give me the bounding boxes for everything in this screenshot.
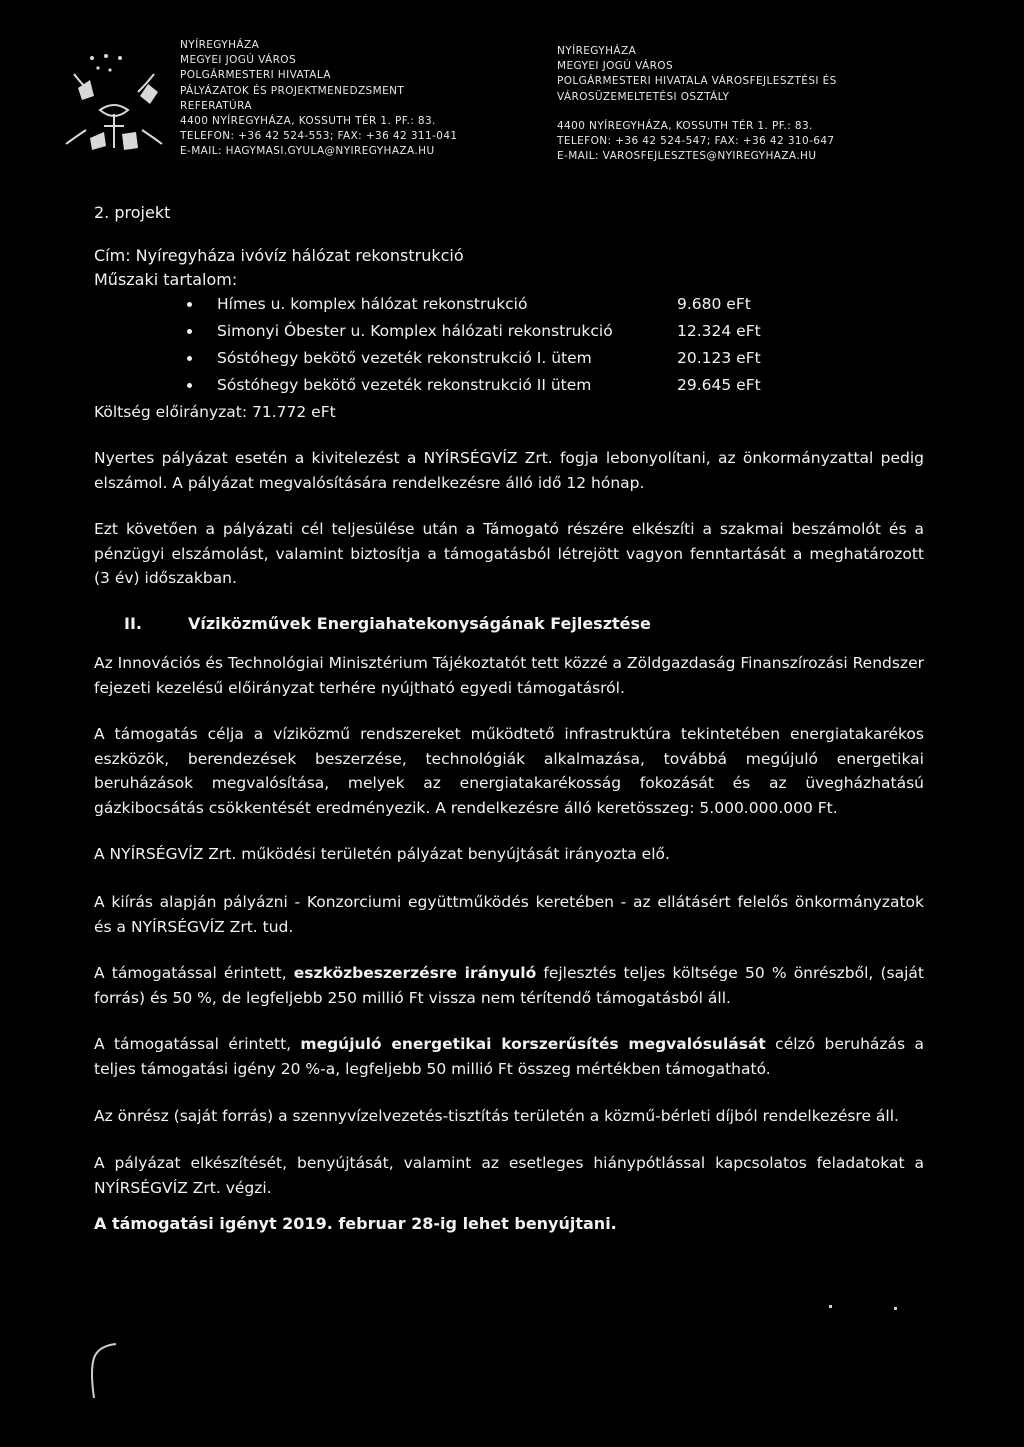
city-crest-logo [60, 52, 168, 160]
paragraph-equipment [94, 961, 924, 1010]
item-label: Simonyi Óbester u. Komplex hálózati rekonstrukció [217, 322, 613, 340]
header-right-address [557, 44, 837, 164]
budget-total: Költség előirányzat: 71.772 eFt [94, 403, 336, 421]
header-left-line: NYÍREGYHÁZA [180, 39, 260, 51]
bullet-icon [187, 383, 192, 388]
paragraph-goal: A támogatás célja a víziközmű rendszereket működtető infrastruktúra tekintetében energiatakarékos eszközök, berendezések beszerzése, technológiák alkalmazása, továbbá megújuló energetikai beruházások megvalósítása, melyek az energiatakarékosság fokozását és az üvegházhatású gázkibocsátás csökkentését eredményezik. A rendelkezésre álló keretösszeg: 5.000.000.000 Ft. [94, 725, 924, 817]
handwritten-mark [86, 1340, 122, 1400]
paragraph-own-resource: Az önrész (saját forrás) a szennyvízelvezetés-tisztítás területén a közmű-bérleti díjból rendelkezésre áll. [94, 1107, 899, 1125]
header-left-line: 4400 NYÍREGYHÁZA, KOSSUTH TÉR 1. PF.: 83. [180, 115, 436, 128]
bullet-icon [187, 302, 192, 307]
header-left-line: TELEFON: +36 42 524-553; FAX: +36 42 311-041 [180, 130, 458, 143]
text-run-bold: megújuló energetikai korszerűsítés megvalósulását [300, 1035, 766, 1053]
bullet-icon [187, 356, 192, 361]
item-label: Sóstóhegy bekötő vezeték rekonstrukció I. ütem [217, 349, 592, 367]
item-amount: 12.324 eFt [677, 322, 761, 340]
item-label: Sóstóhegy bekötő vezeték rekonstrukció II ütem [217, 376, 592, 394]
project-number: 2. projekt [94, 203, 171, 222]
paragraph-renewable [94, 1032, 924, 1081]
item-amount: 29.645 eFt [677, 376, 761, 394]
scan-speck [829, 1305, 832, 1308]
header-left-line: PÁLYÁZATOK ÉS PROJEKTMENEDZSMENT [180, 84, 405, 97]
header-left-line: E-MAIL: HAGYMASI.GYULA@NYIREGYHAZA.HU [180, 145, 435, 158]
item-amount: 9.680 eFt [677, 295, 751, 313]
header-right-line: E-MAIL: VAROSFEJLESZTES@NYIREGYHAZA.HU [557, 150, 817, 163]
header-right-line: POLGÁRMESTERI HIVATALA VÁROSFEJLESZTÉSI ÉS [557, 75, 837, 88]
text-run: A támogatással érintett, [94, 1035, 301, 1053]
paragraph-after: Ezt követően a pályázati cél teljesülése után a Támogató részére elkészíti a szakmai beszámolót és a pénzügyi elszámolást, valamint biztosítja a támogatásból létrejött vagyon fenntartását a meghatározott (3 év) időszakban. [94, 520, 924, 588]
header-left-line: MEGYEI JOGÚ VÁROS [180, 54, 297, 67]
project-title: Cím: Nyíregyháza ivóvíz hálózat rekonstrukció [94, 246, 464, 265]
text-run: célzó beruházás a teljes támogatási igény 20 %-a, legfeljebb 50 millió Ft összeg mértékben támogatható. [94, 1035, 924, 1078]
text-run: A támogatással érintett, [94, 964, 294, 982]
item-label: Hímes u. komplex hálózat rekonstrukció [217, 295, 528, 313]
header-right-line: 4400 NYÍREGYHÁZA, KOSSUTH TÉR 1. PF.: 83. [557, 119, 813, 132]
text-run-bold: eszközbeszerzésre irányuló [293, 964, 537, 982]
header-right-line: NYÍREGYHÁZA [557, 45, 637, 57]
section-title: Víziközművek Energiahatekonyságának Fejlesztése [188, 614, 651, 633]
closing-deadline: A támogatási igényt 2019. februar 28-ig lehet benyújtani. [94, 1214, 617, 1233]
header-left-address [180, 38, 458, 160]
header-left-line: REFERATÚRA [180, 99, 252, 112]
item-amount: 20.123 eFt [677, 349, 761, 367]
technical-content-label: Műszaki tartalom: [94, 270, 238, 289]
section-number: II. [124, 614, 142, 633]
paragraph-ministry: Az Innovációs és Technológiai Minisztérium Tájékoztatót tett közzé a Zöldgazdaság Finanszírozási Rendszer fejezeti kezelésű előirányzat terhére nyújtható egyedi támogatásról. [94, 654, 924, 697]
paragraph-area: A NYÍRSÉGVÍZ Zrt. működési területén pályázat benyújtását irányozta elő. [94, 845, 670, 863]
scan-speck [894, 1307, 897, 1310]
header-right-line: MEGYEI JOGÚ VÁROS [557, 60, 674, 73]
paragraph-consortium: A kiírás alapján pályázni - Konzorciumi együttműködés keretében - az ellátásért felelős önkormányzatok és a NYÍRSÉGVÍZ Zrt. tud. [94, 893, 924, 936]
text-run: fejlesztés teljes költsége 50 % önrészből, (saját forrás) és 50 %, de legfeljebb 250 millió Ft vissza nem térítendő támogatásból áll. [94, 964, 924, 1007]
paragraph-winner: Nyertes pályázat esetén a kivitelezést a NYÍRSÉGVÍZ Zrt. fogja lebonyolítani, az önkormányzattal pedig elszámol. A pályázat megvalósítására rendelkezésre álló idő 12 hónap. [94, 449, 924, 492]
paragraph-preparation: A pályázat elkészítését, benyújtását, valamint az esetleges hiánypótlással kapcsolatos feladatokat a NYÍRSÉGVÍZ Zrt. végzi. [94, 1154, 924, 1197]
bullet-icon [187, 329, 192, 334]
header-right-line: VÁROSÜZEMELTETÉSI OSZTÁLY [557, 90, 730, 103]
header-right-spacer [557, 105, 837, 119]
header-left-line: POLGÁRMESTERI HIVATALA [180, 69, 331, 82]
header-right-line: TELEFON: +36 42 524-547; FAX: +36 42 310-647 [557, 135, 835, 148]
